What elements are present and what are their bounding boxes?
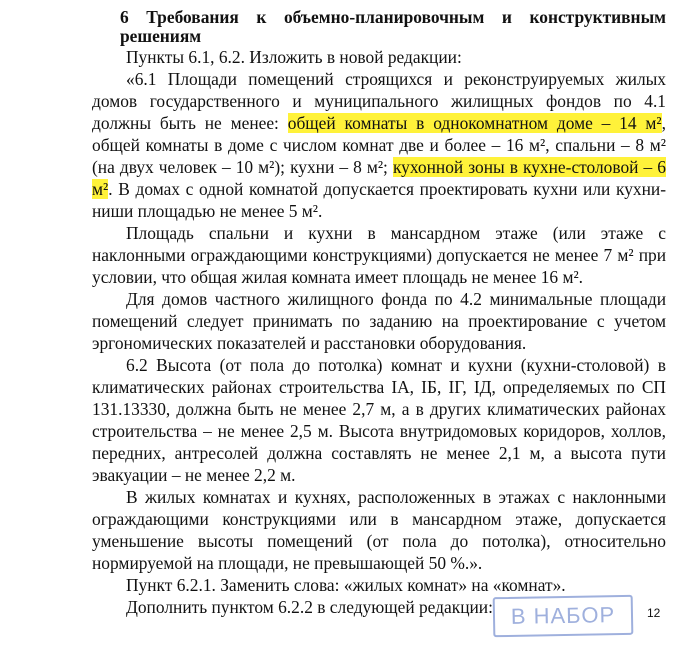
paragraph-6-2-2: Дополнить пунктом 6.2.2 в следующей редакции: [126, 597, 493, 617]
paragraph-6-1 [92, 68, 666, 222]
paragraph-6-2-1: Пункт 6.2.1. Заменить слова: «жилых комнат» на «комнат». [126, 575, 566, 595]
paragraph-sloped-height: В жилых комнатах и кухнях, расположенных в этажах с наклонными ограждающими конструкциями или в мансардном этаже, допускается уменьшение высоты помещений (от пола до потолка), относительно нормируемой на площади, не превышающей 50 %.». [92, 487, 666, 573]
stamp: В НАБОР [493, 595, 634, 637]
highlighted-text-living-room: общей комнаты в однокомнатном доме – 14 м² [287, 113, 662, 133]
section-title: 6 Требования к объемно-планировочным и конструктивным решениям [120, 7, 666, 46]
paragraph-6-1-text-c: . В домах с одной комнатой допускается проектировать кухни или кухни-ниши площадью не менее 5 м². [92, 179, 666, 221]
paragraph-6-2: 6.2 Высота (от пола до потолка) комнат и кухни (кухни-столовой) в климатических районах строительства IА, IБ, IГ, IД, определяемых по СП 131.13330, должна быть не менее 2,7 м, а в других климатических районах строительства – не менее 2,5 м. Высота внутридомовых коридоров, холлов, передних, антресолей должна составлять не менее 2,1 м, а высота пути эвакуации – не менее 2,2 м. [92, 355, 666, 485]
paragraph-mansard-area: Площадь спальни и кухни в мансардном этаже (или этаже с наклонными ограждающими конструкциями) допускается не менее 7 м² при условии, что общая жилая комната имеет площадь не менее 16 м². [92, 223, 666, 287]
page-number: 12 [647, 606, 661, 620]
paragraph-intro: Пункты 6.1, 6.2. Изложить в новой редакции: [126, 47, 462, 67]
paragraph-6-1-text-b: , общей комнаты в доме с числом комнат две и более – 16 м², спальни – 8 м² (на двух человек – 10 м²); кухни – 8 м²; [92, 113, 666, 177]
highlighted-text-kitchen-zone: кухонной зоны в кухне-столовой – 6 м² [92, 157, 666, 199]
document-body [92, 8, 666, 618]
paragraph-private-fund: Для домов частного жилищного фонда по 4.2 минимальные площади помещений следует принимать по заданию на проектирование с учетом эргономических показателей и расстановки оборудования. [92, 289, 666, 353]
paragraph-6-1-text-a: «6.1 Площади помещений строящихся и реконструируемых жилых домов государственного и муниципального жилищных фондов по 4.1 должны быть не менее: [92, 69, 666, 133]
